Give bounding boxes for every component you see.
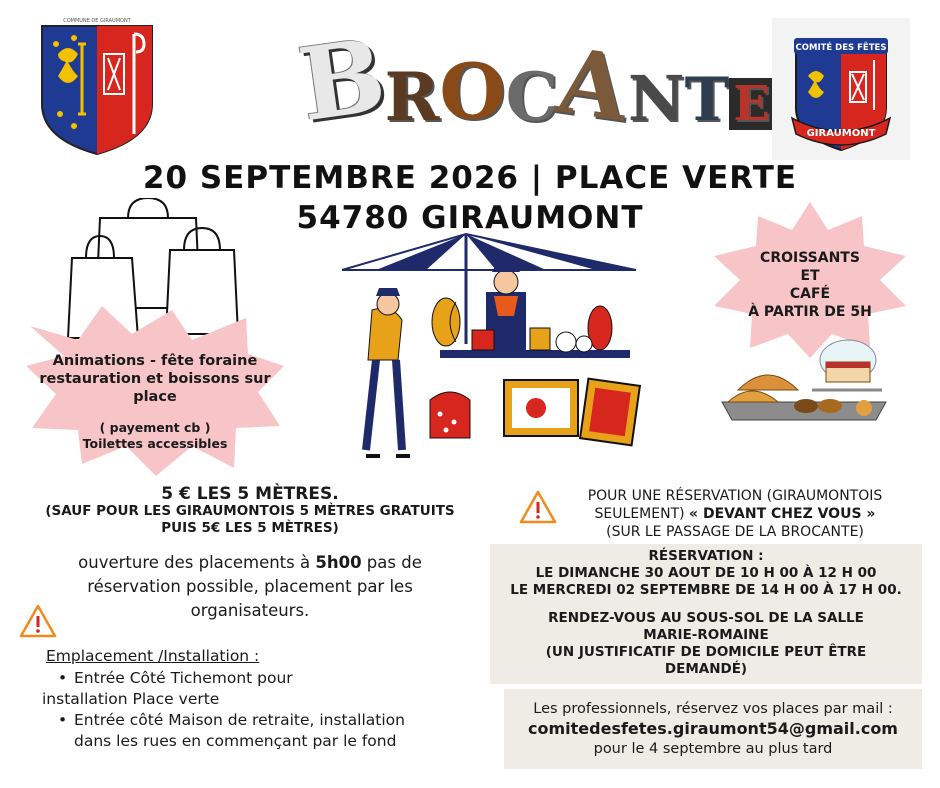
price-conditions <box>20 503 480 537</box>
rdv-line3: (UN JUSTIFICATIF DE DOMICILE PEUT ÊTRE <box>545 644 867 660</box>
professionals-box <box>504 689 922 769</box>
opening-text-after: pas de réservation possible, placement par les organisateurs. <box>87 553 422 620</box>
reservation-intro-line3: (SUR LE PASSAGE DE LA BROCANTE) <box>606 524 864 540</box>
event-postcode-town: 54780 GIRAUMONT <box>296 200 644 236</box>
emplacement-list <box>42 668 442 752</box>
flea-market-stall-illustration <box>336 232 646 472</box>
croissants-and-line: ET <box>800 268 820 284</box>
title-letter-n: N <box>627 62 685 135</box>
brocante-title <box>292 10 770 145</box>
emplacement-title: Emplacement /Installation : <box>46 647 260 665</box>
comite-des-fetes-logo <box>772 18 910 160</box>
animations-text: Animations - fête foraine restauration et boissons sur place <box>39 353 271 405</box>
reservation-intro-line1: POUR UNE RÉSERVATION (GIRAUMONTOIS <box>587 488 883 504</box>
title-letter-e: E <box>729 78 774 130</box>
title-letter-b: B <box>292 15 393 145</box>
opening-time: 5h00 <box>315 553 362 572</box>
title-letter-t: T <box>684 65 730 135</box>
title-letter-o: O <box>439 47 506 136</box>
rdv-line1: RENDEZ-VOUS AU SOUS-SOL DE LA SALLE <box>548 610 864 626</box>
croissants-line: CROISSANTS <box>760 250 860 266</box>
toilets-label: Toilettes accessibles <box>82 436 228 451</box>
emplacement-item-maison-retraite: • Entrée côté Maison de retraite, installation dans les rues en commençant par le fond <box>42 710 442 752</box>
logo-caption-top: COMITÉ DES FÊTES <box>795 43 887 53</box>
reservation-intro-line2a: SEULEMENT) <box>594 506 690 522</box>
pro-deadline: pour le 4 septembre au plus tard <box>593 741 833 757</box>
reservation-date-sunday: LE DIMANCHE 30 AOUT DE 10 H 00 À 12 H 00 <box>535 565 877 581</box>
pastry-tray-illustration <box>718 320 890 426</box>
title-letter-c: C <box>505 58 559 136</box>
price-conditions-line1: (SAUF POUR LES GIRAUMONTOIS 5 MÈTRES GRATUITS <box>45 503 455 519</box>
opening-text-before: ouverture des placements à <box>78 553 316 572</box>
crest-caption: COMMUNE DE GIRAUMONT <box>63 18 131 24</box>
from-5h-line: À PARTIR DE 5H <box>748 304 872 320</box>
rdv-line4: DEMANDÉ) <box>664 661 748 677</box>
reservation-title: RÉSERVATION : <box>648 548 764 564</box>
title-letter-a: A <box>551 27 636 143</box>
commune-coat-of-arms <box>38 14 156 156</box>
reservation-box <box>490 544 922 684</box>
rdv-line2: MARIE-ROMAINE <box>643 627 769 643</box>
contact-email-link[interactable]: comitedesfetes.giraumont54@gmail.com <box>528 719 898 738</box>
payment-info <box>30 420 280 452</box>
reservation-intro <box>540 487 930 541</box>
croissants-text <box>730 249 890 321</box>
warning-icon <box>18 602 58 642</box>
opening-info <box>40 551 460 623</box>
cafe-line: CAFÉ <box>789 286 831 302</box>
pro-line1: Les professionnels, réservez vos places par mail : <box>533 701 893 717</box>
title-letter-r: R <box>384 58 440 136</box>
emplacement-item-tichemont-cont: installation Place verte <box>42 690 220 708</box>
price-main: 5 € LES 5 MÈTRES. <box>161 484 339 504</box>
reservation-intro-line2b: « DEVANT CHEZ VOUS » <box>689 506 876 522</box>
reservation-date-wednesday: LE MERCREDI 02 SEPTEMBRE DE 14 H 00 À 17 H 00. <box>510 582 902 598</box>
event-date-place: 20 SEPTEMBRE 2026 | PLACE VERTE <box>142 160 798 196</box>
payment-cb-label: ( payement cb ) <box>99 420 211 435</box>
price-conditions-line2: PUIS 5€ LES 5 MÈTRES) <box>161 520 339 536</box>
emplacement-item-tichemont: • Entrée Côté Tichemont pour <box>42 668 442 689</box>
logo-caption-bottom: GIRAUMONT <box>806 128 876 139</box>
